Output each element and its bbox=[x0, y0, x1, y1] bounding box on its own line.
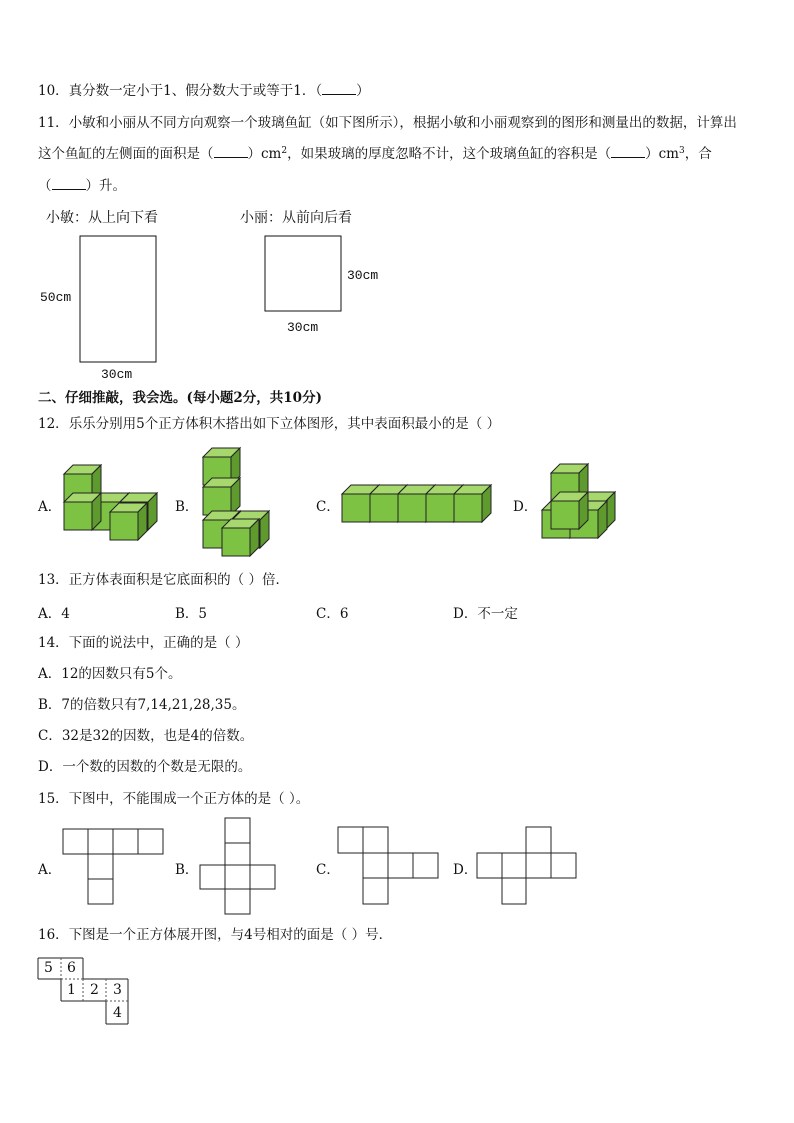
option-d[interactable]: D． bbox=[453, 862, 478, 878]
option-b[interactable]: B．7的倍数只有7,14,21,28,35。 bbox=[38, 697, 246, 713]
face-2: 2 bbox=[90, 982, 99, 998]
option-b[interactable]: B． bbox=[175, 862, 199, 878]
question-number: 16． bbox=[38, 927, 69, 943]
question-number: 11． bbox=[38, 115, 69, 131]
question-number: 12． bbox=[38, 416, 69, 432]
option-a[interactable]: A． bbox=[38, 862, 62, 878]
question-11-line2: 这个鱼缸的左侧面的面积是（ ）$cm^2$，如果玻璃的厚度忽略不计，这个玻璃鱼缸的容积是（ ）$cm^3$，合 bbox=[38, 146, 712, 162]
option-c[interactable]: C． bbox=[316, 862, 340, 878]
xiaoli-label: 小丽：从前向后看 bbox=[240, 210, 352, 226]
question-number: 14． bbox=[38, 635, 69, 651]
option-d[interactable]: D．不一定 bbox=[453, 606, 518, 622]
option-b[interactable]: B．5 bbox=[175, 606, 208, 622]
question-11-line3: （ ）升。 bbox=[38, 178, 126, 194]
face-3: 3 bbox=[113, 982, 122, 998]
option-d[interactable]: D． bbox=[513, 499, 538, 515]
question-12: 12．乐乐分别用5个正方体积木搭出如下立体图形，其中表面积最小的是（ ） bbox=[38, 416, 501, 432]
question-14: 14．下面的说法中，正确的是（ ） bbox=[38, 635, 249, 651]
option-c[interactable]: C．32是32的因数，也是4的倍数。 bbox=[38, 728, 254, 744]
question-text: 真分数一定小于1、假分数大于或等于1．（ bbox=[68, 83, 323, 99]
question-15: 15．下图中，不能围成一个正方体的是（ ）。 bbox=[38, 791, 310, 807]
option-c[interactable]: C．6 bbox=[316, 606, 349, 622]
question-13: 13．正方体表面积是它底面积的（ ）倍． bbox=[38, 572, 289, 588]
question-number: 15． bbox=[38, 791, 69, 807]
dimension-label-width: 30cm bbox=[287, 320, 319, 335]
option-b[interactable]: B． bbox=[175, 499, 199, 515]
section-title: 二、仔细推敲，我会选。(每小题2分，共10分) bbox=[38, 390, 322, 406]
option-a[interactable]: A．4 bbox=[38, 606, 70, 622]
option-a[interactable]: A． bbox=[38, 499, 62, 515]
face-6: 6 bbox=[67, 960, 76, 976]
xiaomin-label: 小敏：从上向下看 bbox=[46, 210, 158, 226]
face-4: 4 bbox=[113, 1005, 122, 1021]
question-16: 16．下图是一个正方体展开图，与4号相对的面是（ ）号． bbox=[38, 927, 393, 943]
option-d[interactable]: D．一个数的因数的个数是无限的。 bbox=[38, 759, 252, 775]
option-c[interactable]: C． bbox=[316, 499, 340, 515]
face-1: 1 bbox=[67, 982, 76, 998]
dimension-label-height: 50cm bbox=[40, 290, 72, 305]
question-11-line1: 11．小敏和小丽从不同方向观察一个玻璃鱼缸（如下图所示），根据小敏和小丽观察到的图形和测量出的数据，计算出 bbox=[38, 115, 737, 131]
face-5: 5 bbox=[44, 960, 53, 976]
question-number: 10． bbox=[38, 83, 69, 99]
question-10: 10．真分数一定小于1、假分数大于或等于1．（ ） bbox=[38, 83, 370, 99]
dimension-label-width: 30cm bbox=[101, 367, 133, 382]
dimension-label-height: 30cm bbox=[347, 268, 379, 283]
option-a[interactable]: A．12的因数只有5个。 bbox=[38, 666, 182, 682]
question-number: 13． bbox=[38, 572, 69, 588]
